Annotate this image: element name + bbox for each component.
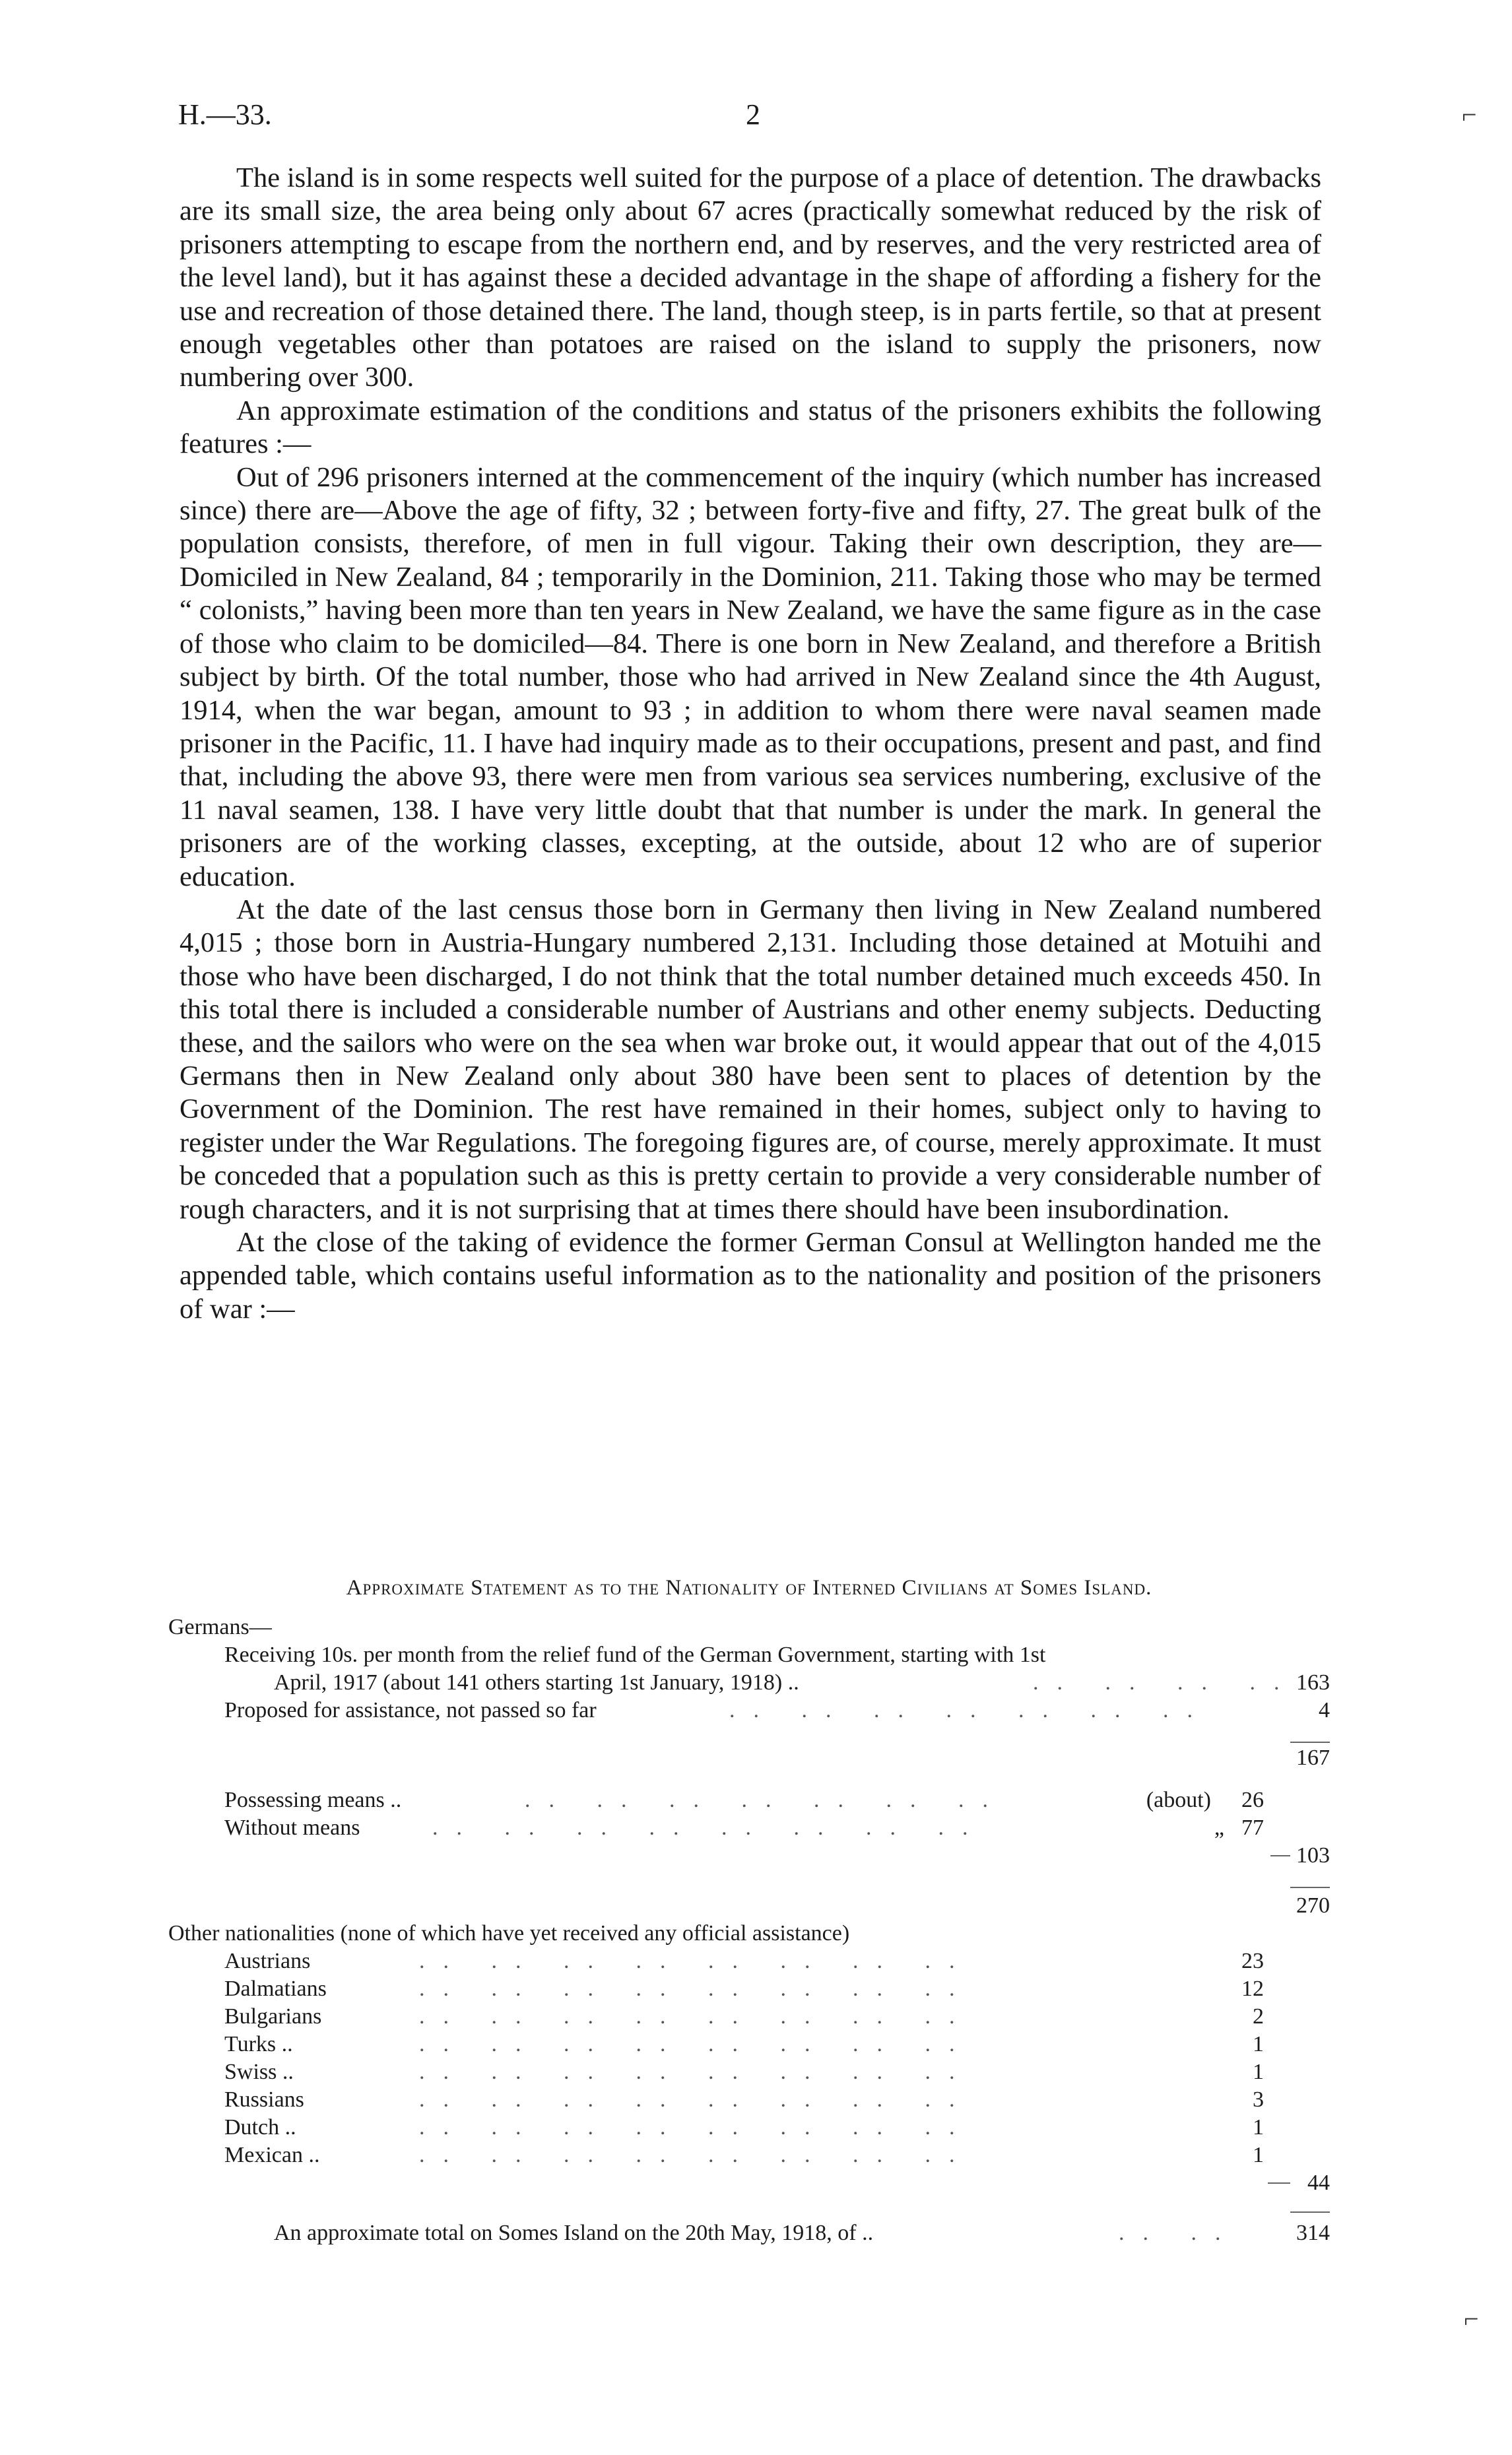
possessing-qualifier: (about) — [1146, 1788, 1211, 1812]
nationality-value: 3 — [1253, 2087, 1264, 2112]
table-row — [168, 1920, 1330, 1948]
nationality-value: 1 — [1253, 2143, 1264, 2167]
rule — [1268, 2182, 1290, 2184]
table-title: Approximate Statement as to the Nationality of Interned Civilians at Somes Island. — [346, 1576, 1152, 1600]
nationality-statement-table — [168, 1574, 1330, 2247]
paragraph-census: At the date of the last census those born in Germany then living in New Zealand numbered 4,015 ; those born in Austria-Hungary numbered 2,131. Including those detained at Motuihi and those who have been discharged, I do not think that the total number detained much exceeds 450. In this total there is included a considerable number of Austrians and other enemy subjects. Deducting these, and the sailors who were on the sea when war broke out, it would appear that out of the 4,015 Germans then in New Zealand only about 380 have been sent to places of detention by the Government of the Dominion. The rest have remained in their homes, subject only to having to register under the War Regulations. The foregoing figures are, of course, merely approximate. It must be conceded that a population such as this is pretty certain to provide a very considerable number of rough characters, and it is not surprising that at times there should have been insubordination. — [180, 894, 1321, 1225]
nationality-name: Mexican .. — [224, 2143, 320, 2167]
without-value: 77 — [1241, 1816, 1264, 1840]
rule — [1290, 1742, 1330, 1743]
table-row: Turks .. .. .. .. .. .. .. .. .. 1 — [168, 2031, 1330, 2058]
others-total: 44 — [1307, 2171, 1330, 2195]
proposed-value: 4 — [1319, 1698, 1330, 1722]
table-row: Austrians .. .. .. .. .. .. .. .. 23 — [168, 1948, 1330, 1975]
table-row — [168, 1744, 1330, 1772]
margin-mark-top: ⌐ — [1462, 100, 1477, 129]
germans-total: 270 — [1296, 1893, 1330, 1918]
nationality-name: Austrians — [224, 1949, 311, 1973]
table-row: Russians .. .. .. .. .. .. .. .. 3 — [168, 2086, 1330, 2114]
table-row: Dalmatians .. .. .. .. .. .. .. .. 12 — [168, 1975, 1330, 2003]
nationality-value: 12 — [1241, 1977, 1264, 2001]
subtotal-means: 103 — [1296, 1843, 1330, 1868]
table-row: Mexican .. .. .. .. .. .. .. .. .. 1 — [168, 2142, 1330, 2169]
table-row — [168, 1842, 1330, 1870]
subtotal-assisted: 167 — [1296, 1746, 1330, 1770]
receiving-label-line2: April, 1917 (about 141 others starting 1st January, 1918) .. — [274, 1670, 799, 1695]
other-nationalities-heading: Other nationalities (none of which have yet received any official assistance) — [168, 1921, 850, 1946]
page-header — [178, 98, 1320, 137]
document-reference: H.—33. — [178, 98, 272, 131]
proposed-label: Proposed for assistance, not passed so far — [224, 1698, 597, 1722]
possessing-value: 26 — [1241, 1788, 1264, 1812]
paragraph-estimation: An approximate estimation of the conditions and status of the prisoners exhibits the following features :— — [180, 395, 1321, 460]
table-row: Proposed for assistance, not passed so far .. .. .. .. .. .. .. 4 — [168, 1697, 1330, 1724]
receiving-label-line1: Receiving 10s. per month from the relief fund of the German Government, starting with 1st — [224, 1643, 1046, 1667]
table-row — [168, 2169, 1330, 2197]
table-row — [168, 1614, 1330, 1641]
grand-total-value: 314 — [1296, 2221, 1330, 2245]
receiving-value: 163 — [1296, 1670, 1330, 1695]
nationality-value: 1 — [1253, 2032, 1264, 2056]
nationality-value: 23 — [1241, 1949, 1264, 1973]
table-row: Without means .. .. .. .. .. .. .. .. „ 77 — [168, 1814, 1330, 1842]
nationality-name: Dutch .. — [224, 2115, 296, 2140]
possessing-label: Possessing means .. — [224, 1788, 402, 1812]
table-row: Possessing means .. .. .. .. .. .. .. .. (about) 26 — [168, 1786, 1330, 1814]
paragraph-island: The island is in some respects well suited for the purpose of a place of detention. The drawbacks are its small size, the area being only about 67 acres (practically somewhat reduced by the risk of prisoners attempting to escape from the northern end, and by reserves, and the very restricted area of the level land), but it has against these a decided advantage in the shape of affording a fishery for the use and recreation of those detained there. The land, though steep, is in parts fertile, so that at present enough vegetables other than potatoes are raised on the island to supply the prisoners, now numbering over 300. — [180, 162, 1321, 393]
margin-mark-bottom: ⌐ — [1464, 2304, 1479, 2334]
page-number: 2 — [746, 98, 760, 131]
body-text — [180, 162, 1321, 1326]
table-row: Dutch .. .. .. .. .. .. .. .. .. 1 — [168, 2114, 1330, 2142]
table-row — [168, 1641, 1330, 1669]
table-row: Swiss .. .. .. .. .. .. .. .. .. 1 — [168, 2058, 1330, 2086]
without-qualifier: „ — [1214, 1816, 1224, 1840]
nationality-name: Dalmatians — [224, 1977, 327, 2001]
rule — [1290, 2211, 1330, 2213]
table-row: Bulgarians .. .. .. .. .. .. .. .. 2 — [168, 2003, 1330, 2031]
nationality-name: Swiss .. — [224, 2060, 294, 2084]
paragraph-consul-table: At the close of the taking of evidence the former German Consul at Wellington handed me the appended table, which contains useful information as to the nationality and position of the prisoners of war :— — [180, 1227, 1321, 1325]
rule — [1270, 1855, 1290, 1856]
table-row: April, 1917 (about 141 others starting 1st January, 1918) .. .. .. .. .. 163 — [168, 1669, 1330, 1697]
paragraph-prisoner-stats: Out of 296 prisoners interned at the commencement of the inquiry (which number has increased since) there are—Above the age of fifty, 32 ; between forty-five and fifty, 27. The great bulk of the population consists, therefore, of men in full vigour. Taking their own description, they are—Domiciled in New Zealand, 84 ; temporarily in the Dominion, 211. Taking those who may be termed “ colonists,” having been more than ten years in New Zealand, we have the same figure as in the case of those who claim to be domiciled—84. There is one born in New Zealand, and therefore a British subject by birth. Of the total number, those who had arrived in New Zealand since the 4th August, 1914, when the war began, amount to 93 ; in addition to whom there were naval seamen made prisoner in the Pacific, 11. I have had inquiry made as to their occupations, present and past, and find that, including the above 93, there were men from various sea services numbering, exclusive of the 11 naval seamen, 138. I have very little doubt that that number is under the mark. In general the prisoners are of the working classes, excepting, at the outside, about 12 who are of superior education. — [180, 461, 1321, 892]
rule — [1290, 1887, 1330, 1888]
grand-total-label: An approximate total on Somes Island on the 20th May, 1918, of .. — [274, 2221, 874, 2245]
nationality-value: 2 — [1253, 2004, 1264, 2029]
table-row — [168, 1892, 1330, 1920]
nationality-value: 1 — [1253, 2115, 1264, 2140]
nationality-name: Bulgarians — [224, 2004, 322, 2029]
nationality-value: 1 — [1253, 2060, 1264, 2084]
without-label: Without means — [224, 1816, 360, 1840]
nationality-name: Turks .. — [224, 2032, 293, 2056]
germans-heading: Germans— — [168, 1615, 272, 1639]
nationality-name: Russians — [224, 2087, 304, 2112]
table-row: An approximate total on Somes Island on the 20th May, 1918, of .. .. .. 314 — [168, 2219, 1330, 2247]
